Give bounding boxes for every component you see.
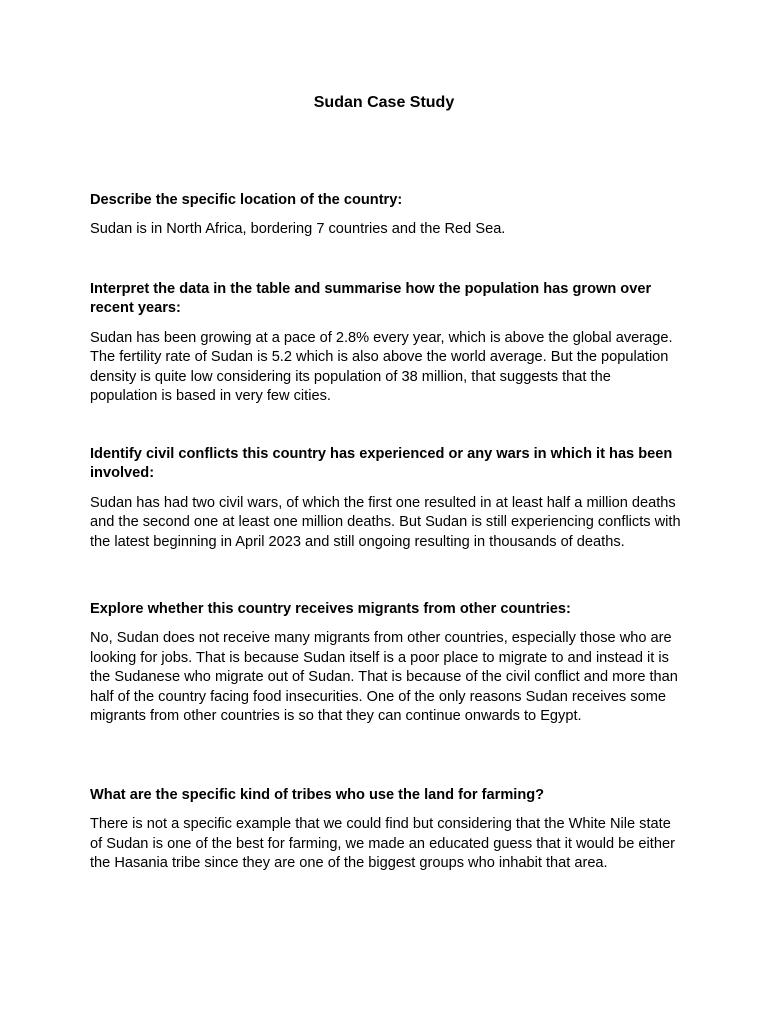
answer-conflicts: Sudan has had two civil wars, of which the first one resulted in at least half a million deaths and the second one at least one million deaths. But Sudan is still experiencing conflicts with the latest beginning in April 2023 and still ongoing resulting in thousands of deaths.	[90, 494, 681, 550]
section-migrants	[90, 600, 682, 726]
section-population	[90, 280, 682, 406]
question-population: Interpret the data in the table and summarise how the population has grown over recent years:	[90, 281, 652, 317]
document-title: Sudan Case Study	[313, 94, 455, 111]
answer-migrants: No, Sudan does not receive many migrants from other countries, especially those who are looking for jobs. That is because Sudan itself is a poor place to migrate to and instead it is the Sudanese who migrate out of Sudan. That is because of the civil conflict and more than half of the country facing food insecurities. One of the only reasons Sudan receives some migrants from other countries is so that they can continue onwards to Egypt.	[90, 630, 678, 725]
question-conflicts: Identify civil conflicts this country has experienced or any wars in which it has been involved:	[90, 446, 673, 482]
answer-population: Sudan has been growing at a pace of 2.8% every year, which is above the global average. The fertility rate of Sudan is 5.2 which is also above the world average. But the population density is quite low considering its population of 38 million, that suggests that the population is based in very few cities.	[90, 329, 673, 405]
section-conflicts	[90, 445, 682, 552]
answer-location: Sudan is in North Africa, bordering 7 countries and the Red Sea.	[90, 221, 506, 238]
answer-tribes: There is not a specific example that we could find but considering that the White Nile state of Sudan is one of the best for farming, we made an educated guess that it would be either the Hasania tribe since they are one of the biggest groups who inhabit that area.	[90, 816, 675, 872]
question-location: Describe the specific location of the country:	[90, 192, 403, 208]
section-location	[90, 191, 682, 240]
section-tribes	[90, 786, 682, 874]
question-tribes: What are the specific kind of tribes who use the land for farming?	[90, 787, 545, 803]
question-migrants: Explore whether this country receives migrants from other countries:	[90, 601, 571, 617]
